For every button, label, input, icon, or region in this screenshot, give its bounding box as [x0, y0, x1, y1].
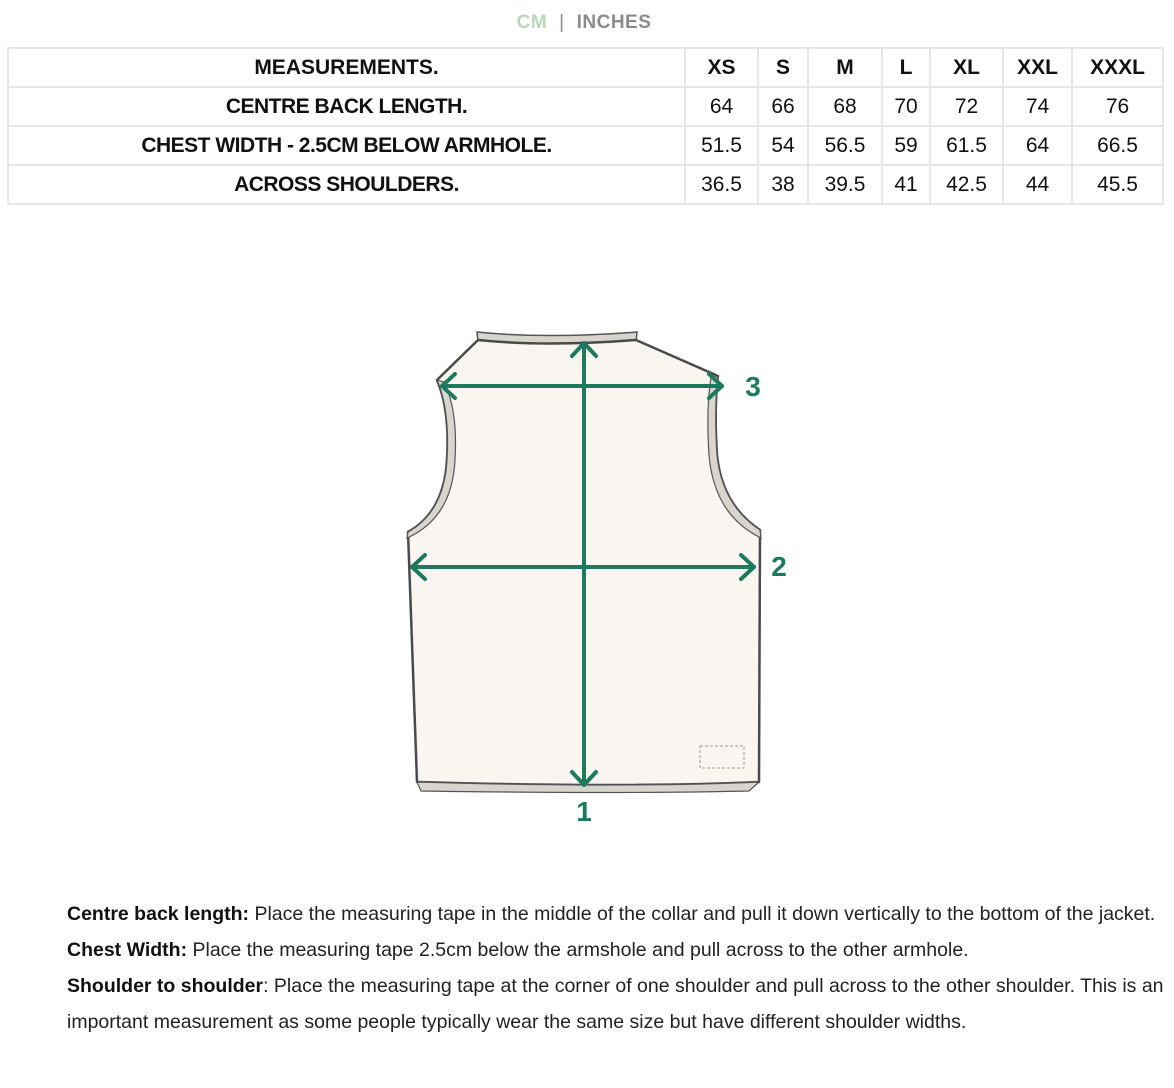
- centre-back-instruction: [67, 896, 1167, 932]
- vest-measurement-diagram: [380, 310, 800, 830]
- size-header-xl: XL: [930, 48, 1003, 87]
- size-header-xxl: XXL: [1003, 48, 1072, 87]
- header-measurements: MEASUREMENTS.: [8, 48, 685, 87]
- instruction-title: Shoulder to shoulder: [67, 975, 264, 997]
- table-cell: 41: [882, 165, 930, 204]
- table-cell: 44: [1003, 165, 1072, 204]
- table-cell: 68: [808, 87, 882, 126]
- table-row-chest-width: [8, 126, 1163, 165]
- unit-toggle: [0, 12, 1168, 34]
- marker-3: 3: [745, 371, 761, 402]
- instruction-title: Chest Width:: [67, 939, 188, 961]
- measurement-instructions: [67, 896, 1167, 1040]
- size-header-l: L: [882, 48, 930, 87]
- table-cell: 36.5: [685, 165, 758, 204]
- table-cell: 51.5: [685, 126, 758, 165]
- table-cell: 45.5: [1072, 165, 1163, 204]
- table-cell: 64: [1003, 126, 1072, 165]
- size-header-s: S: [758, 48, 808, 87]
- table-cell: 59: [882, 126, 930, 165]
- chest-width-instruction: [67, 932, 1167, 968]
- table-header-row: [8, 48, 1163, 87]
- table-cell: 66: [758, 87, 808, 126]
- unit-inches-tab[interactable]: INCHES: [576, 12, 652, 33]
- table-cell: 72: [930, 87, 1003, 126]
- row-label: CENTRE BACK LENGTH.: [8, 87, 685, 126]
- table-cell: 64: [685, 87, 758, 126]
- instruction-title: Centre back length:: [67, 903, 250, 925]
- table-cell: 54: [758, 126, 808, 165]
- table-cell: 61.5: [930, 126, 1003, 165]
- size-header-m: M: [808, 48, 882, 87]
- instruction-text: : Place the measuring tape at the corner of one shoulder and pull across to the other shoulder. This is an important measurement as some people typically wear the same size but have different shoulder widths.: [67, 975, 1164, 1033]
- table-cell: 38: [758, 165, 808, 204]
- table-cell: 42.5: [930, 165, 1003, 204]
- table-cell: 39.5: [808, 165, 882, 204]
- table-cell: 70: [882, 87, 930, 126]
- table-cell: 66.5: [1072, 126, 1163, 165]
- table-cell: 56.5: [808, 126, 882, 165]
- size-header-xxxl: XXXL: [1072, 48, 1163, 87]
- table-cell: 74: [1003, 87, 1072, 126]
- size-chart-table: [7, 47, 1164, 205]
- marker-2: 2: [771, 551, 787, 582]
- unit-cm-tab[interactable]: CM: [516, 12, 548, 33]
- table-row-across-shoulders: [8, 165, 1163, 204]
- marker-1: 1: [576, 796, 592, 827]
- row-label: CHEST WIDTH - 2.5CM BELOW ARMHOLE.: [8, 126, 685, 165]
- table-row-centre-back: [8, 87, 1163, 126]
- instruction-text: Place the measuring tape 2.5cm below the armshole and pull across to the other armhole.: [187, 939, 969, 961]
- shoulder-instruction: [67, 968, 1167, 1040]
- table-cell: 76: [1072, 87, 1163, 126]
- unit-separator: |: [559, 12, 565, 33]
- row-label: ACROSS SHOULDERS.: [8, 165, 685, 204]
- size-header-xs: XS: [685, 48, 758, 87]
- instruction-text: Place the measuring tape in the middle of the collar and pull it down vertically to the bottom of the jacket.: [249, 903, 1156, 925]
